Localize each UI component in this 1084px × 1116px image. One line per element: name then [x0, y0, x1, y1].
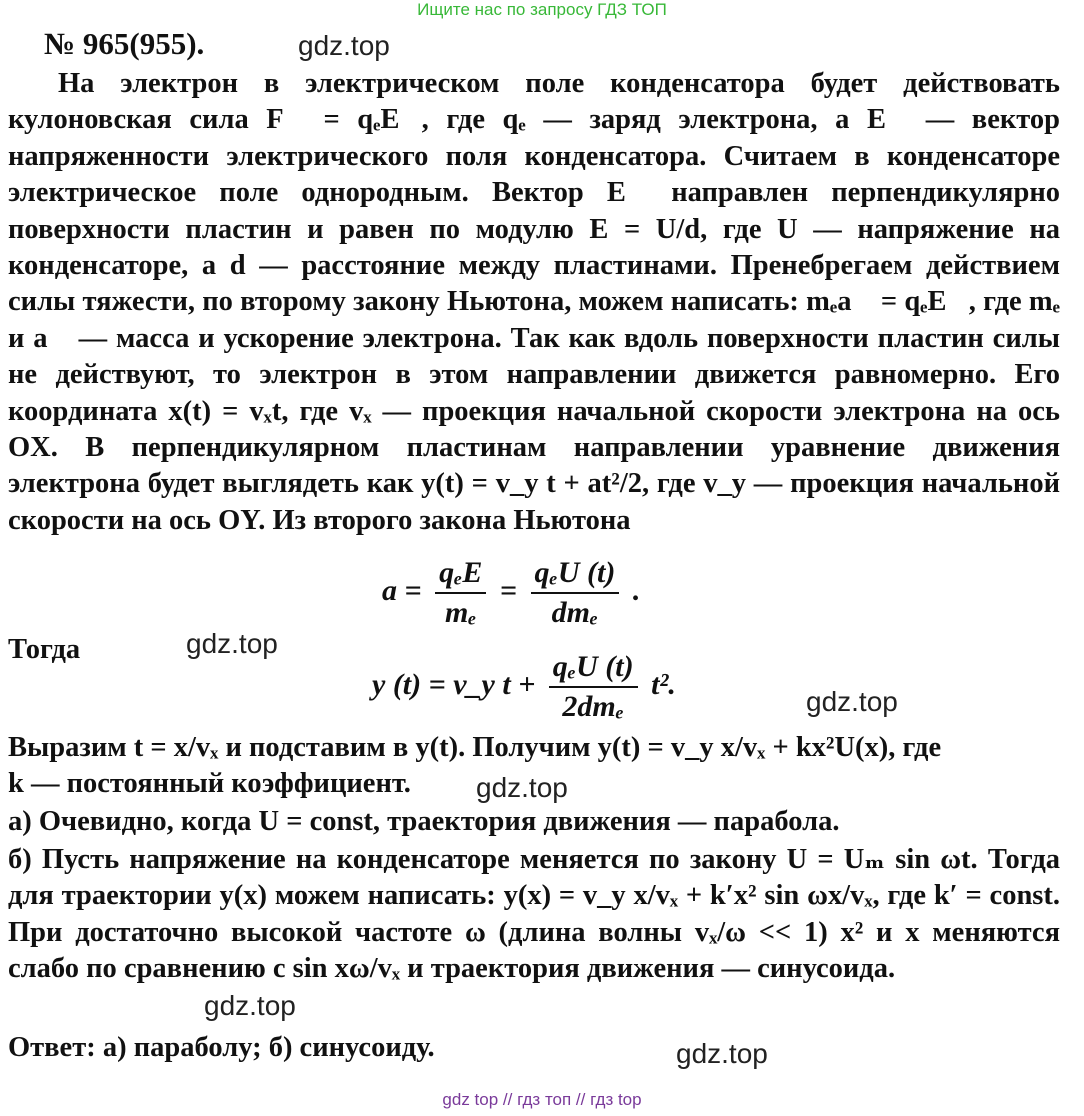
watermark: gdz.top [204, 990, 296, 1021]
formula-lhs: a = [382, 573, 422, 607]
fraction-2-numerator: qₑU (t) [531, 556, 620, 594]
then-label: Тогда [8, 634, 81, 665]
main-paragraph [8, 66, 1060, 539]
case-a-text: а) Очевидно, когда U = const, траектория движения — парабола. [8, 806, 840, 837]
fraction-3 [549, 650, 638, 724]
top-banner: Ищите нас по запросу ГДЗ ТОП [417, 0, 667, 19]
express-line-2: k — постоянный коэффициент. [8, 768, 411, 800]
fraction-2-denominator: dmₑ [551, 596, 599, 629]
watermark: gdz.top [298, 30, 390, 61]
fraction-2 [531, 556, 620, 630]
case-b-text: б) Пусть напряжение на конденсаторе меняется по закону U = Uₘ sin ωt. Тогда для траектории y(x) можем написать: y(x) = v_y x/vₓ + k′x² sin ωx/vₓ, где k′ = const. При достаточно высокой частоте ω (длина волны vₓ/ω << 1) x² и x меняются слабо по сравнению с sin xω/vₓ и траектория движения — синусоида. [8, 844, 1060, 985]
express-line-1: Выразим t = x/vₓ и подставим в y(t). Получим y(t) = v_y x/vₓ + kx²U(x), где [8, 732, 942, 763]
watermark: gdz.top [676, 1038, 768, 1069]
fraction-1-denominator: mₑ [444, 596, 477, 629]
formula-acceleration [382, 556, 640, 630]
answer-text: Ответ: а) параболу; б) синусоиду. [8, 1032, 435, 1063]
formula-lhs: y (t) = v_y t + [372, 667, 536, 701]
bottom-banner: gdz top // гдз топ // гдз top [442, 1090, 642, 1109]
watermark: gdz.top [806, 686, 898, 717]
fraction-3-denominator: 2dmₑ [562, 690, 624, 723]
formula-equals: = [499, 573, 518, 607]
answer-a-line [8, 804, 1060, 840]
watermark: gdz.top [186, 628, 278, 659]
formula-end: t². [651, 667, 676, 701]
fraction-3-numerator: qₑU (t) [549, 650, 638, 688]
formula-trajectory [372, 650, 676, 724]
formula-end: . [632, 573, 641, 607]
paragraph-text: На электрон в электрическом поле конденсатора будет действовать кулоновская сила F⃗ = qₑE⃗, где qₑ — заряд электрона, а E⃗ — вектор напряженности электрического поля конденсатора. Считаем в конденсаторе электрическое поле однородным. Вектор E⃗ направлен перпендикулярно поверхности пластин и равен по модулю E = U/d, где U — напряжение на конденсаторе, а d — расстояние между пластинами. Пренебрегаем действием силы тяжести, по второму закону Ньютона, можем написать: mₑa⃗ = qₑE⃗, где mₑ и a⃗ — масса и ускорение электрона. Так как вдоль поверхности пластин силы не действуют, то электрон в этом направлении движется равномерно. Его координата x(t) = vₓt, где vₓ — проекция начальной скорости электрона на ось OX. В перпендикулярном пластинам направлении уравнение движения электрона будет выглядеть как y(t) = v_y t + at²/2, где v_y — проекция начальной скорости на ось OY. Из второго закона Ньютона [8, 68, 1060, 536]
problem-number: № 965(955). [44, 26, 205, 61]
case-b-block [8, 842, 1060, 988]
answer-block [8, 1030, 1060, 1066]
watermark: gdz.top [476, 772, 568, 803]
fraction-1 [435, 556, 486, 630]
fraction-1-numerator: qₑE [435, 556, 486, 594]
